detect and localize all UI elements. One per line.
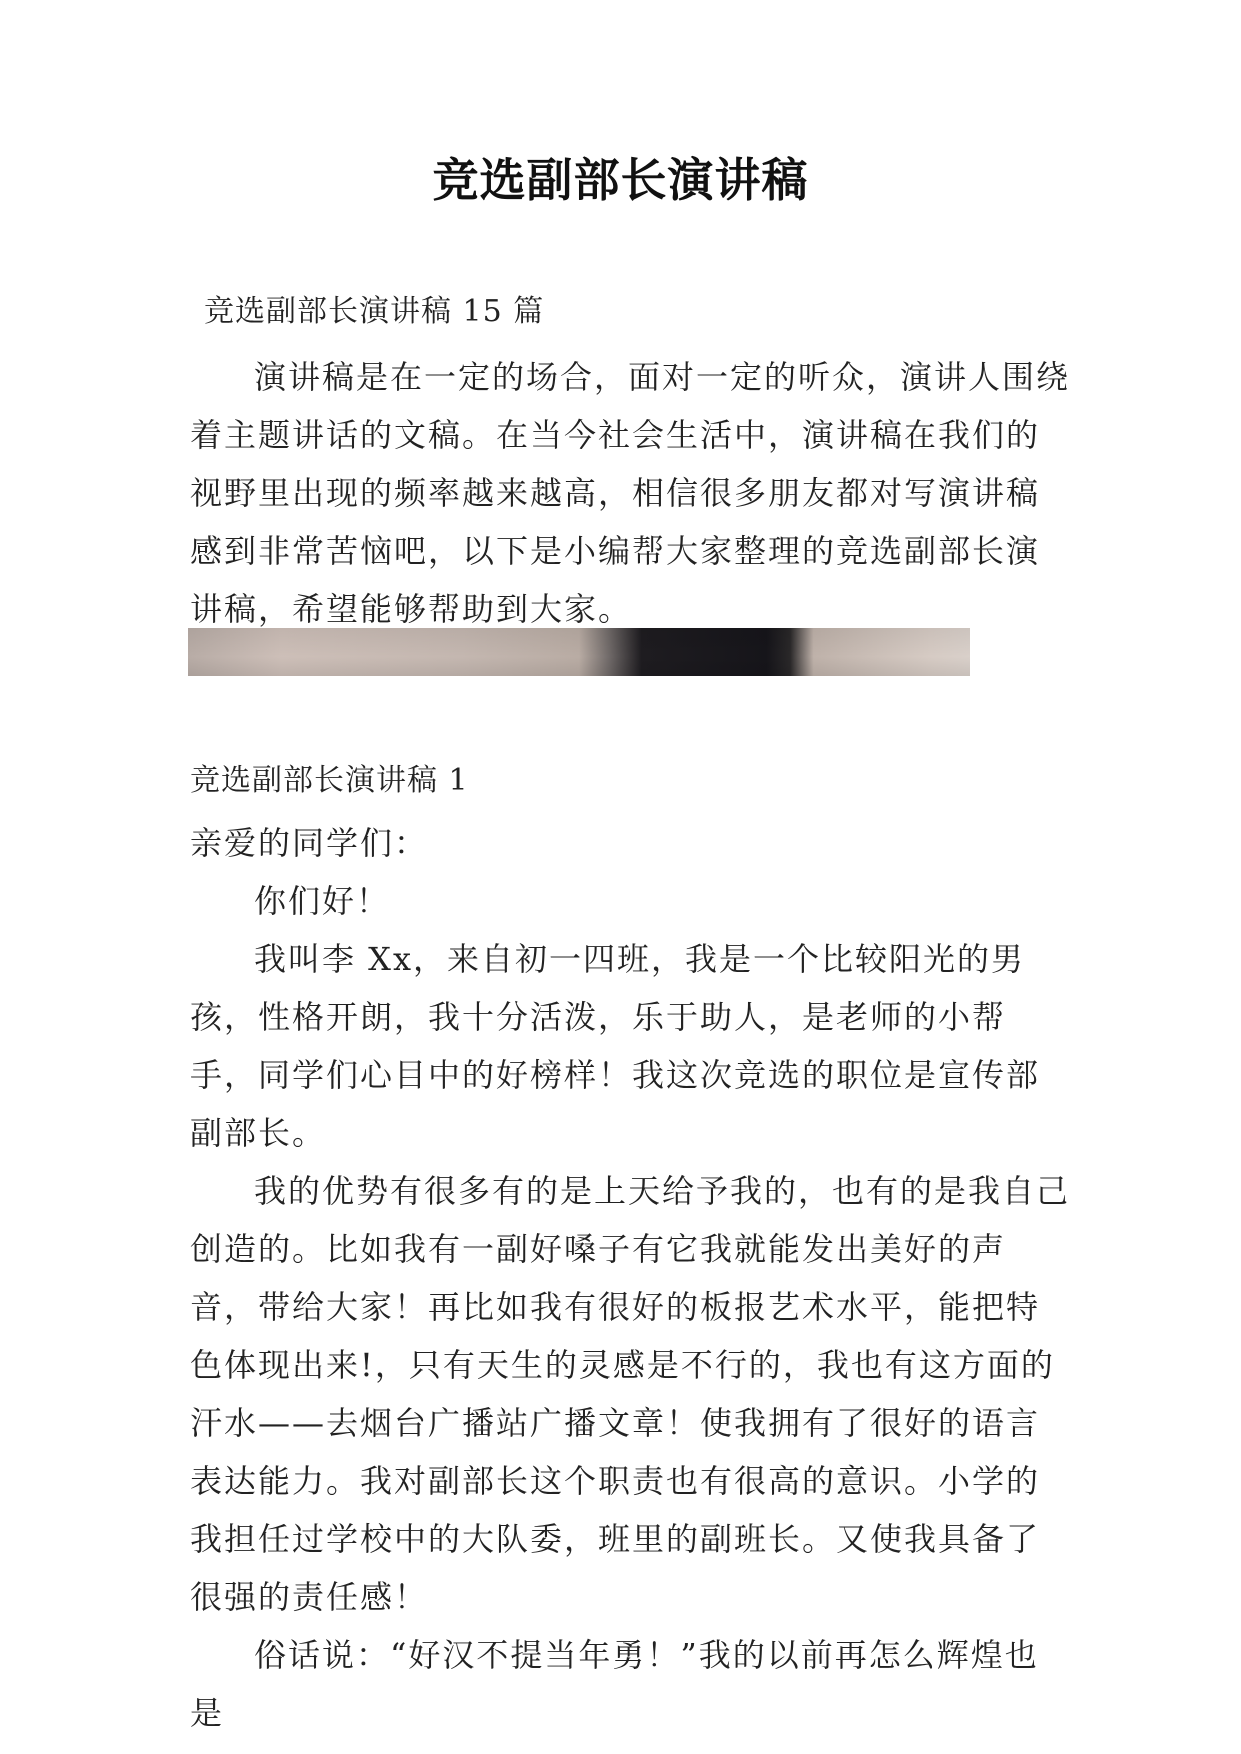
speech-paragraph-1: 我叫李 Xx，来自初一四班，我是一个比较阳光的男孩，性格开朗，我十分活泼，乐于助人，是老师的小帮手，同学们心目中的好榜样！我这次竞选的职位是宣传部副部长。 (190, 940, 1041, 1152)
speech-greeting: 你们好！ (254, 882, 391, 920)
speech-paragraph-3: 俗话说：“好汉不提当年勇！”我的以前再怎么辉煌也是 (190, 1636, 1039, 1732)
intro-section (190, 348, 1070, 638)
photo-shading (188, 628, 970, 676)
speech-section (190, 814, 1070, 1742)
intro-paragraph: 演讲稿是在一定的场合，面对一定的听众，演讲人围绕着主题讲话的文稿。在当今社会生活中，演讲稿在我们的视野里出现的频率越来越高，相信很多朋友都对写演讲稿感到非常苦恼吧，以下是小编帮大家整理的竞选副部长演讲稿，希望能够帮助到大家。 (190, 358, 1071, 628)
document-subtitle: 竞选副部长演讲稿 15 篇 (204, 294, 545, 329)
section-title: 竞选副部长演讲稿 1 (190, 763, 469, 798)
speech-paragraph-2: 我的优势有很多有的是上天给予我的，也有的是我自己创造的。比如我有一副好嗓子有它我就能发出美好的声音，带给大家！再比如我有很好的板报艺术水平，能把特色体现出来!，只有天生的灵感是不行的，我也有这方面的汗水——去烟台广播站广播文章！使我拥有了很好的语言表达能力。我对副部长这个职责也有很高的意识。小学的我担任过学校中的大队委，班里的副班长。又使我具备了很强的责任感！ (190, 1172, 1071, 1616)
document-title: 竞选副部长演讲稿 (432, 153, 809, 207)
speech-salutation: 亲爱的同学们： (190, 824, 429, 862)
photo-strip-image (188, 628, 970, 676)
